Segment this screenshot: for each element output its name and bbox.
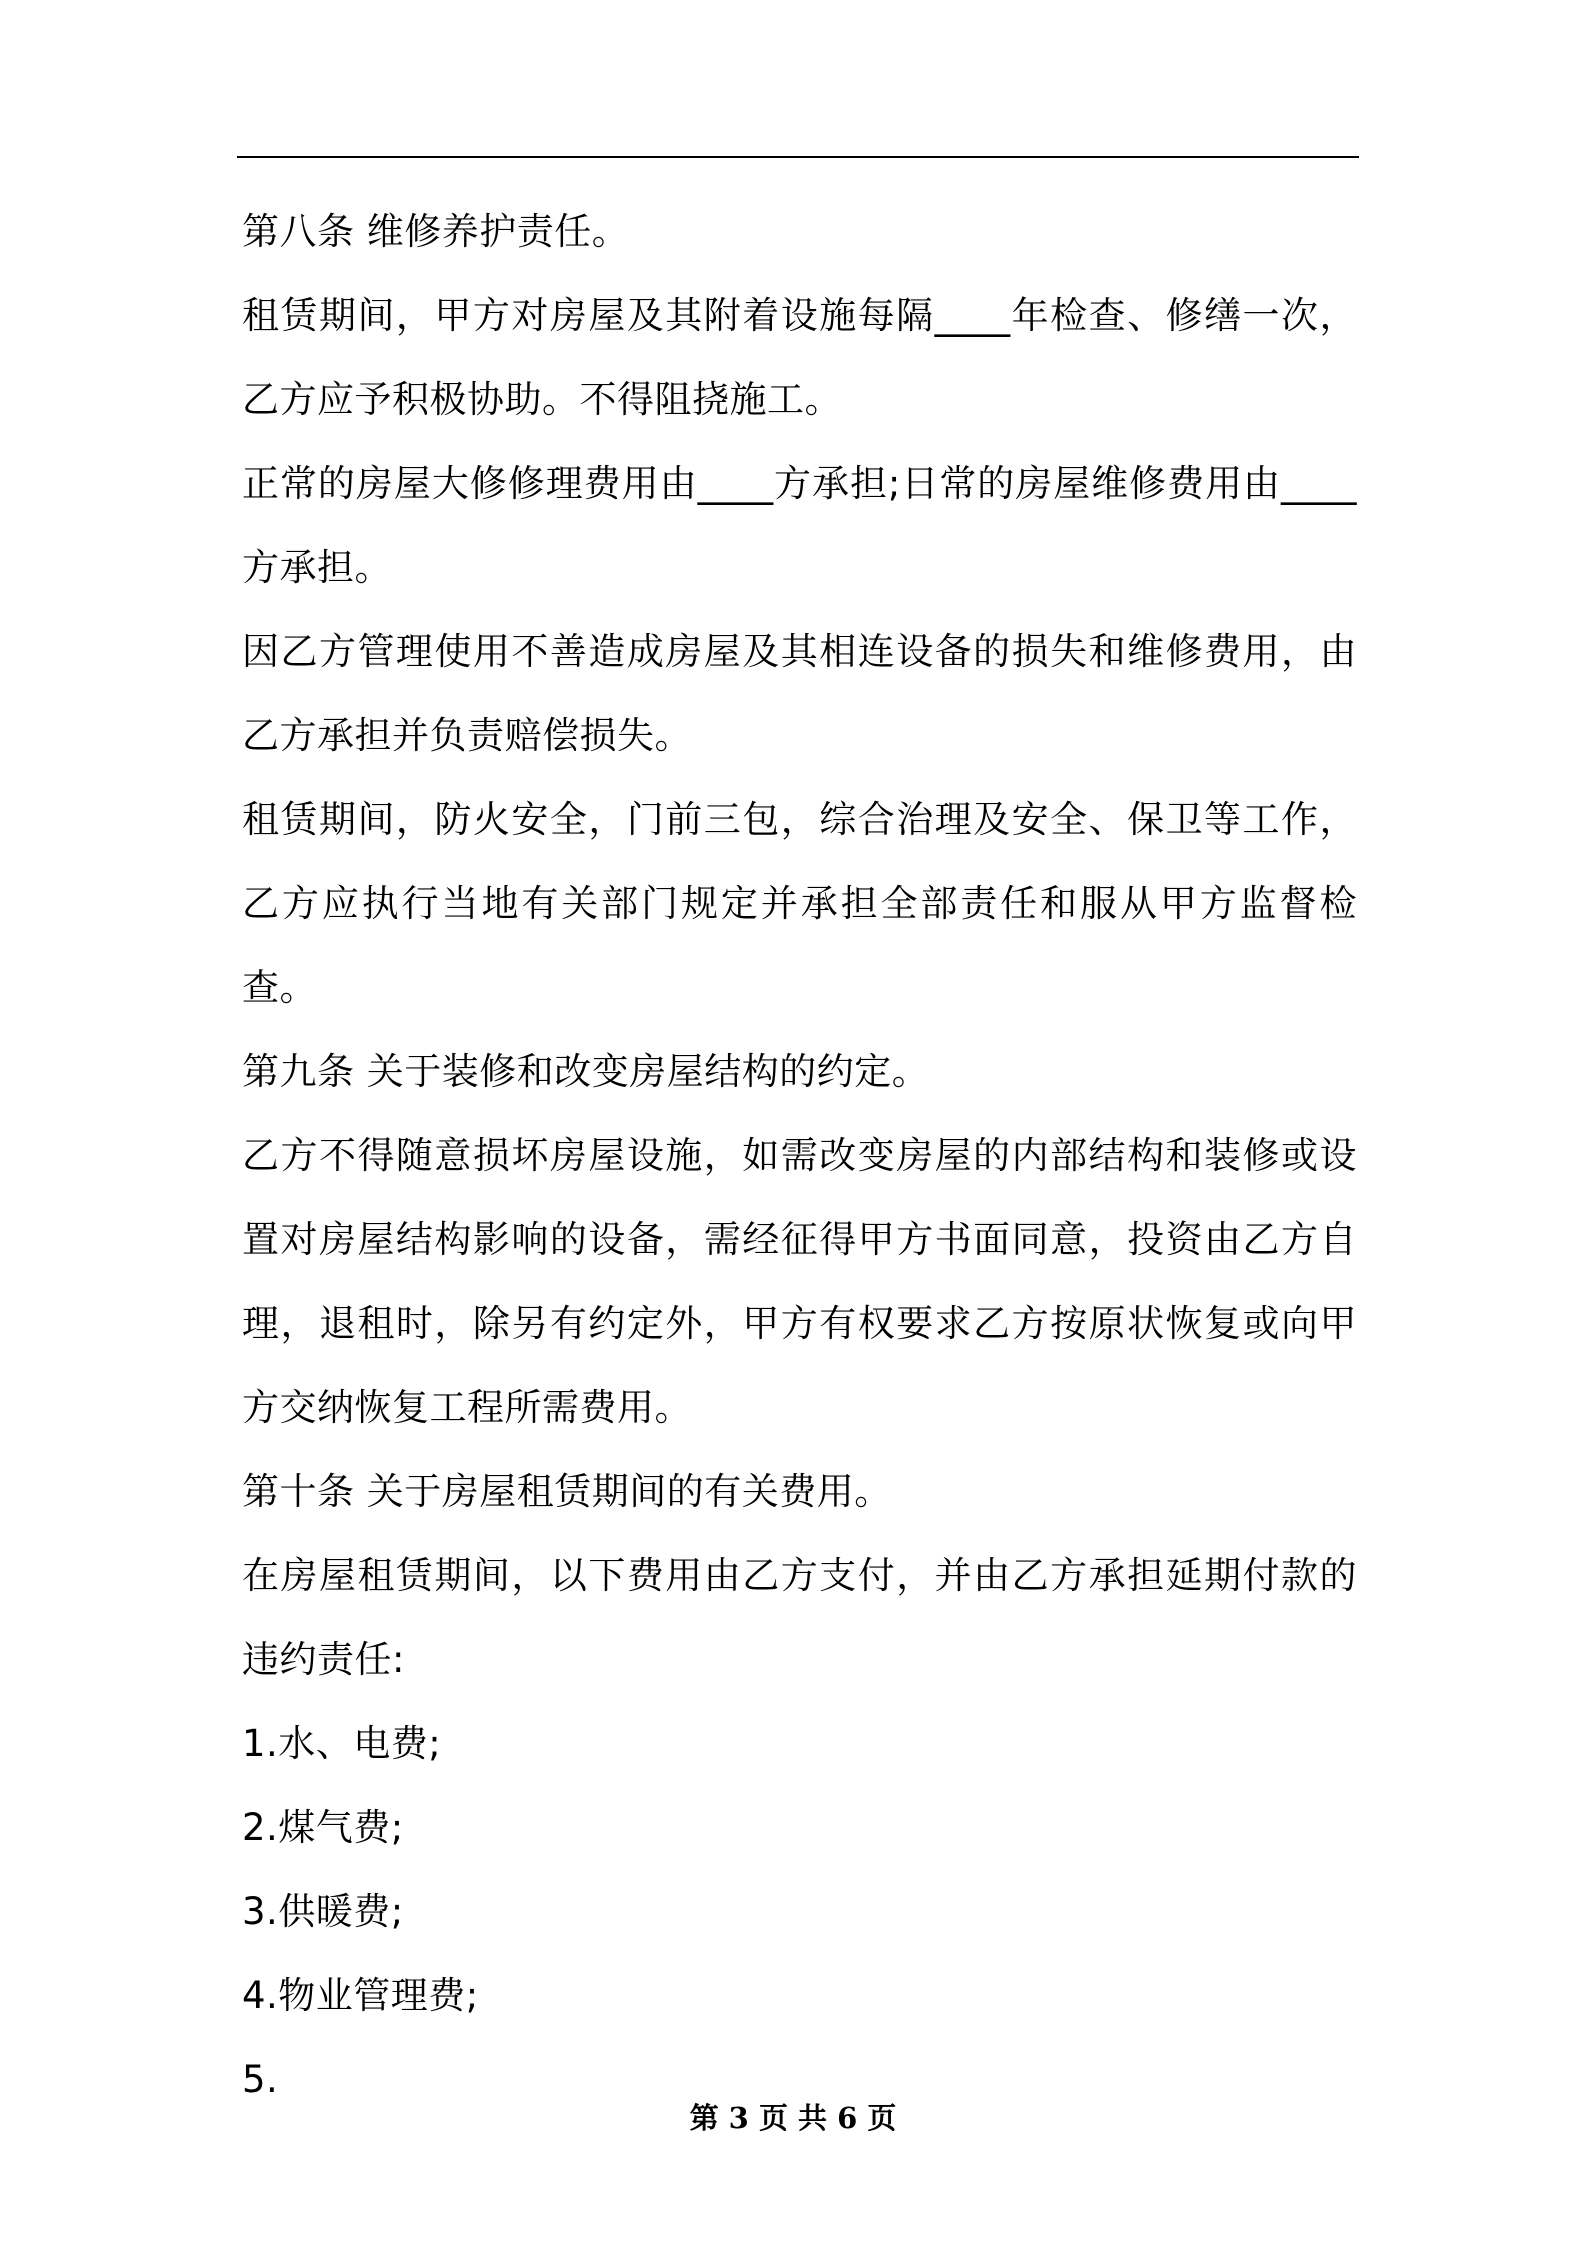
article-10-paragraph-fees: 在房屋租赁期间，以下费用由乙方支付，并由乙方承担延期付款的违约责任:	[242, 1554, 1357, 1681]
article-8-heading: 第八条 维修养护责任。	[242, 210, 630, 253]
fee-list-item: 2.煤气费;	[242, 1806, 404, 1849]
article-9-paragraph-renovation: 乙方不得随意损坏房屋设施，如需改变房屋的内部结构和装修或设置对房屋结构影响的设备，需经征得甲方书面同意，投资由乙方自理，退租时，除另有约定外，甲方有权要求乙方按原状恢复或向甲方交纳恢复工程所需费用。	[242, 1134, 1357, 1429]
article-8-paragraph-damage: 因乙方管理使用不善造成房屋及其相连设备的损失和维修费用，由乙方承担并负责赔偿损失。	[242, 630, 1357, 757]
fee-list-item: 5.	[242, 2058, 279, 2101]
page-number-footer: 第 3 页 共 6 页	[689, 2101, 897, 2135]
fee-list-item: 4.物业管理费;	[242, 1974, 479, 2017]
article-8-paragraph-inspection: 租赁期间，甲方对房屋及其附着设施每隔____年检查、修缮一次，乙方应予积极协助。不得阻挠施工。	[242, 294, 1357, 421]
article-10-heading: 第十条 关于房屋租赁期间的有关费用。	[242, 1470, 892, 1513]
article-8-paragraph-safety: 租赁期间，防火安全，门前三包，综合治理及安全、保卫等工作，乙方应执行当地有关部门规定并承担全部责任和服从甲方监督检查。	[242, 798, 1357, 1009]
article-9-heading: 第九条 关于装修和改变房屋结构的约定。	[242, 1050, 930, 1093]
fee-list-item: 1.水、电费;	[242, 1722, 442, 1765]
article-8-paragraph-repair-costs: 正常的房屋大修修理费用由____方承担;日常的房屋维修费用由____方承担。	[242, 462, 1357, 589]
document-body	[242, 190, 1357, 2122]
fee-list-item: 3.供暖费;	[242, 1890, 404, 1933]
header-rule	[237, 156, 1359, 158]
